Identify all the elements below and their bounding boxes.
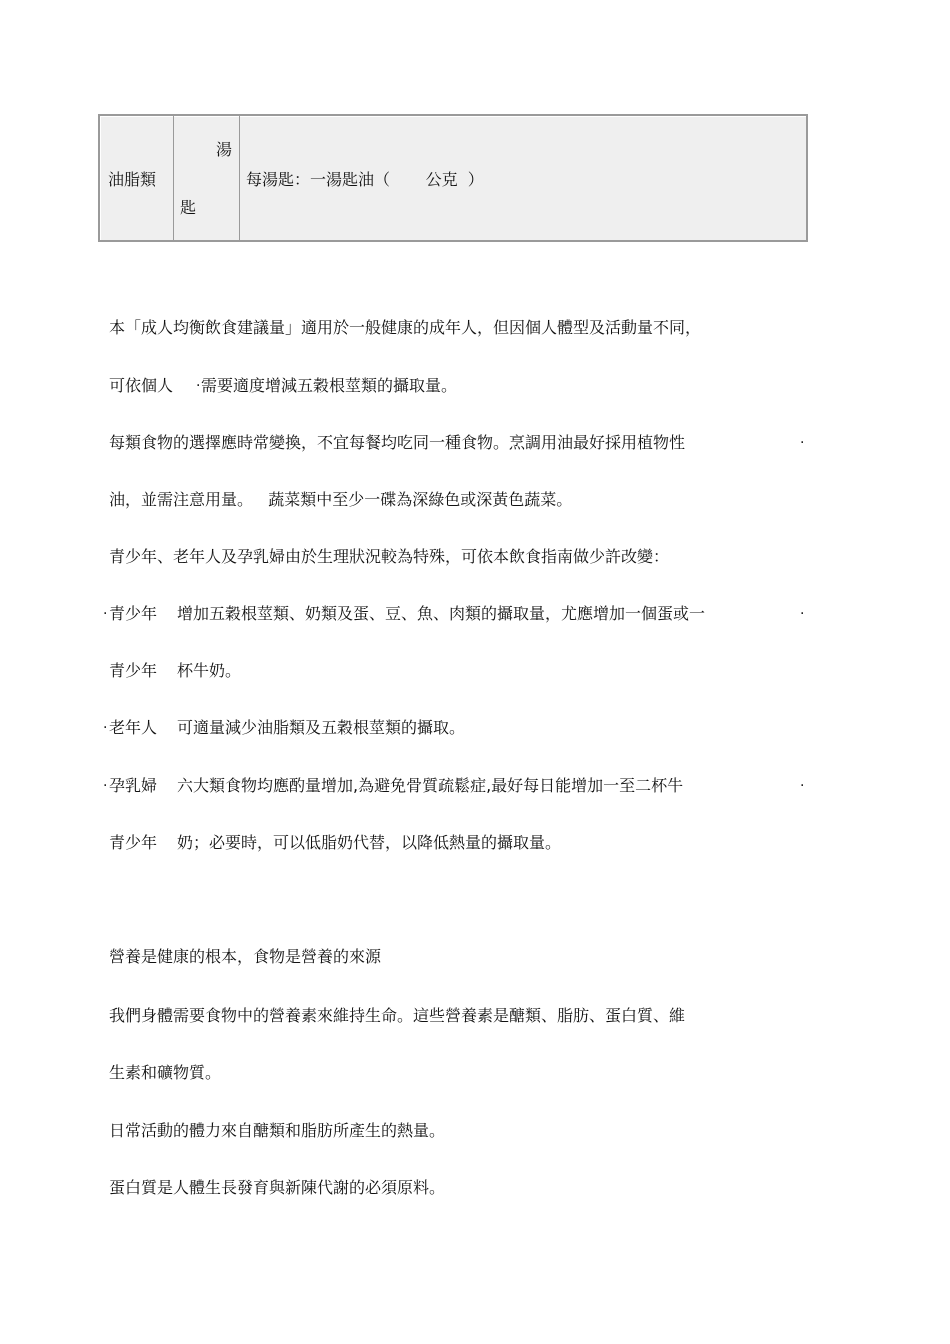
portion-description: 每湯匙：一湯匙油（ 公克 ） (246, 170, 484, 189)
paragraph-line: 每類食物的選擇應時常變換，不宜每餐均吃同一種食物。烹調用油最好採用植物性 (109, 433, 686, 452)
paragraph-line: 生素和礦物質。 (109, 1063, 222, 1082)
group-label-pregnant: 孕乳婦 (109, 776, 158, 795)
paragraph-line: 奶；必要時，可以低脂奶代替，以降低熱量的攝取量。 (177, 833, 562, 852)
paragraph-line: 可適量減少油脂類及五穀根莖類的攝取。 (177, 718, 466, 737)
group-label-teen: 青少年 (109, 604, 158, 623)
unit-label-bottom: 匙 (180, 198, 197, 217)
paragraph-line: 杯牛奶。 (177, 661, 242, 680)
category-cell (100, 116, 174, 240)
dot-mark: · (800, 435, 805, 451)
paragraph-line: 日常活動的體力來自醣類和脂肪所產生的熱量。 (109, 1121, 446, 1140)
paragraph-line: 需要適度增減五穀根莖類的攝取量。 (201, 376, 458, 395)
category-label: 油脂類 (108, 170, 157, 189)
paragraph-line: 油，並需注意用量。 蔬菜類中至少一碟為深綠色或深黃色蔬菜。 (109, 490, 573, 509)
food-portion-table (98, 114, 808, 242)
dot-mark: · (800, 778, 805, 794)
unit-label-top: 湯 (216, 140, 233, 159)
bullet-dot: · (103, 606, 108, 622)
group-label-teen: 青少年 (109, 833, 158, 852)
bullet-dot: · (103, 778, 108, 794)
dot-mark: · (800, 606, 805, 622)
paragraph-line: 我們身體需要食物中的營養素來維持生命。這些營養素是醣類、脂肪、蛋白質、維 (109, 1006, 686, 1025)
dot-mark: · (196, 378, 201, 394)
paragraph-line: 六大類食物均應酌量增加,為避免骨質疏鬆症,最好每日能增加一至二杯牛 (177, 776, 684, 795)
group-label-teen: 青少年 (109, 661, 158, 680)
paragraph-line: 可依個人 (109, 376, 174, 395)
paragraph-line: 蛋白質是人體生長發育與新陳代謝的必須原料。 (109, 1178, 446, 1197)
group-label-elder: 老年人 (109, 718, 158, 737)
section-heading: 營養是健康的根本，食物是營養的來源 (109, 947, 382, 966)
paragraph-line: 本「成人均衡飲食建議量」適用於一般健康的成年人，但因個人體型及活動量不同， (109, 318, 702, 337)
description-cell (240, 116, 806, 240)
paragraph-line: 青少年、老年人及孕乳婦由於生理狀況較為特殊，可依本飲食指南做少許改變： (109, 547, 670, 566)
bullet-dot: · (103, 720, 108, 736)
paragraph-line: 增加五穀根莖類、奶類及蛋、豆、魚、肉類的攝取量，尤應增加一個蛋或一 (177, 604, 706, 623)
unit-cell (174, 116, 240, 240)
